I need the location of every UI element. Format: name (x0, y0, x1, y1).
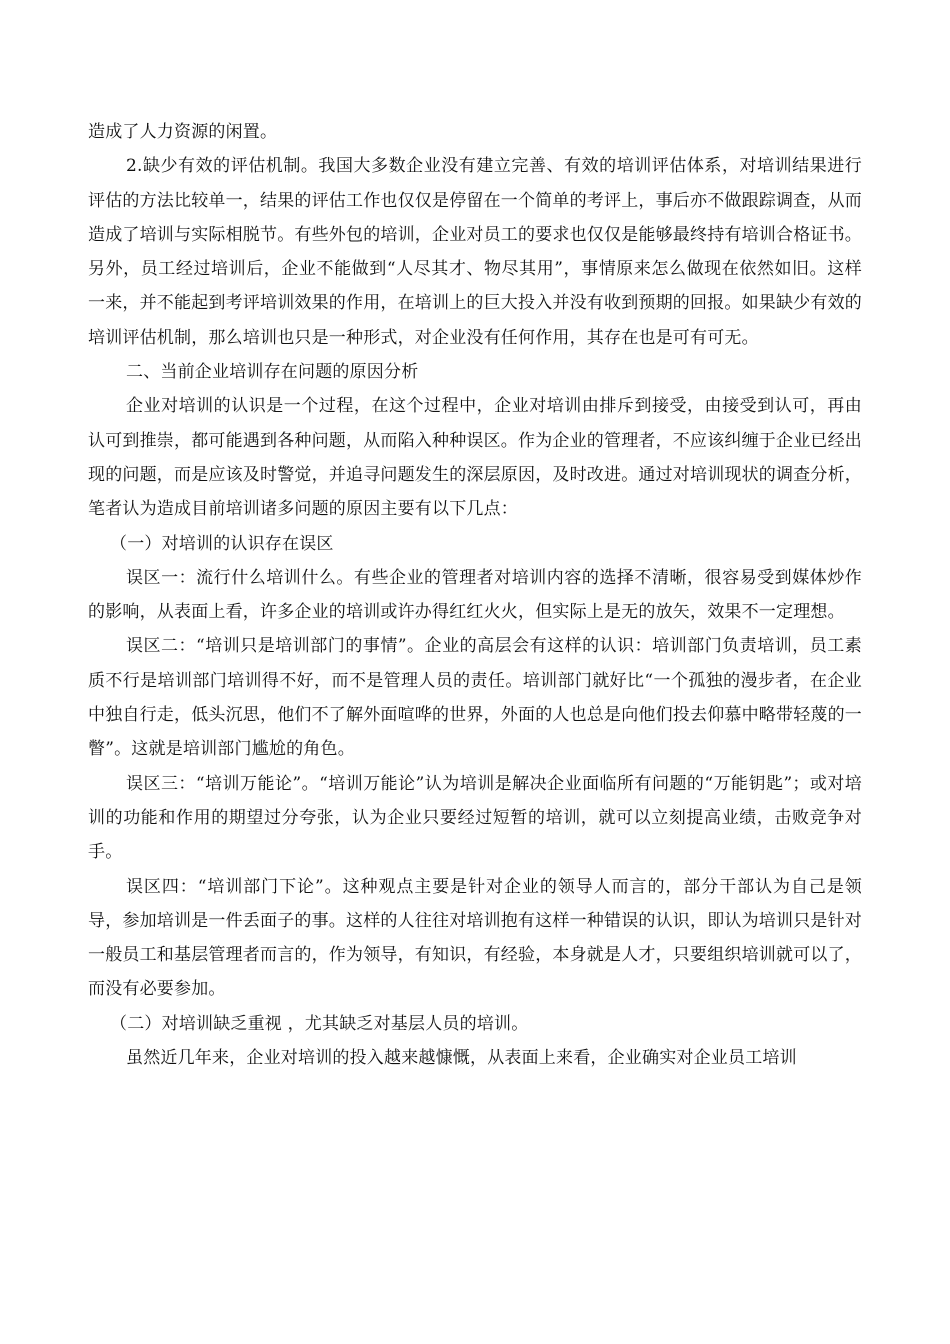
paragraph-continuation: 造成了人力资源的闲置。 (88, 122, 278, 142)
paragraph-investment: 虽然近几年来，企业对培训的投入越来越慷慨，从表面上来看，企业确实对企业员工培训 (126, 1048, 797, 1069)
paragraph-misconception-2: 误区二：“培训只是培训部门的事情”。企业的高层会有这样的认识：培训部门负责培训，员工素质不行是培训部门培训得不好，而不是管理人员的责任。培训部门就好比“一个孤独的漫步者，在企业中独自行走，低头沉思，他们不了解外面喧哗的世界，外面的人也总是向他们投去仰慕中略带轻蔑的一瞥”。这就是培训部门尴尬的角色。 (88, 636, 862, 760)
paragraph-evaluation-mechanism: 2.缺少有效的评估机制。我国大多数企业没有建立完善、有效的培训评估体系，对培训结果进行评估的方法比较单一，结果的评估工作也仅仅是停留在一个简单的考评上，事后亦不做跟踪调查，从而造成了培训与实际相脱节。有些外包的培训，企业对员工的要求也仅仅是能够最终持有培训合格证书。另外，员工经过培训后，企业不能做到“人尽其才、物尽其用”，事情原来怎么做现在依然如旧。这样一来，并不能起到考评培训效果的作用，在培训上的巨大投入并没有收到预期的回报。如果缺少有效的培训评估机制，那么培训也只是一种形式，对企业没有任何作用，其存在也是可有可无。 (88, 156, 862, 348)
section-heading: 二、当前企业培训存在问题的原因分析 (126, 362, 419, 383)
subsection-heading-lack-of-attention: （二）对培训缺乏重视 ，尤其缺乏对基层人员的培训。 (110, 1013, 529, 1034)
paragraph-misconception-3: 误区三：“培训万能论”。“培训万能论”认为培训是解决企业面临所有问题的“万能钥匙”；或对培训的功能和作用的期望过分夸张，认为企业只要经过短暂的培训，就可以立刻提高业绩，击败竞争对手。 (88, 773, 862, 863)
paragraph-misconception-4: 误区四：“培训部门下论”。这种观点主要是针对企业的领导人而言的，部分干部认为自己是领导，参加培训是一件丢面子的事。这样的人往往对培训抱有这样一种错误的认识，即认为培训只是针对一般员工和基层管理者而言的，作为领导，有知识，有经验，本身就是人才，只要组织培训就可以了，而没有必要参加。 (88, 876, 862, 1000)
document-page (88, 115, 862, 1075)
subsection-heading-misconceptions: （一）对培训的认识存在误区 (110, 533, 334, 554)
paragraph-misconception-1: 误区一：流行什么培训什么。有些企业的管理者对培训内容的选择不清晰，很容易受到媒体炒作的影响，从表面上看，许多企业的培训或许办得红红火火，但实际上是无的放矢，效果不一定理想。 (88, 567, 862, 623)
paragraph-cause-intro: 企业对培训的认识是一个过程，在这个过程中，企业对培训由排斥到接受，由接受到认可，再由认可到推崇，都可能遇到各种问题，从而陷入种种误区。作为企业的管理者，不应该纠缠于企业已经出现的问题，而是应该及时警觉，并追寻问题发生的深层原因，及时改进。通过对培训现状的调查分析，笔者认为造成目前培训诸多问题的原因主要有以下几点： (88, 396, 862, 520)
